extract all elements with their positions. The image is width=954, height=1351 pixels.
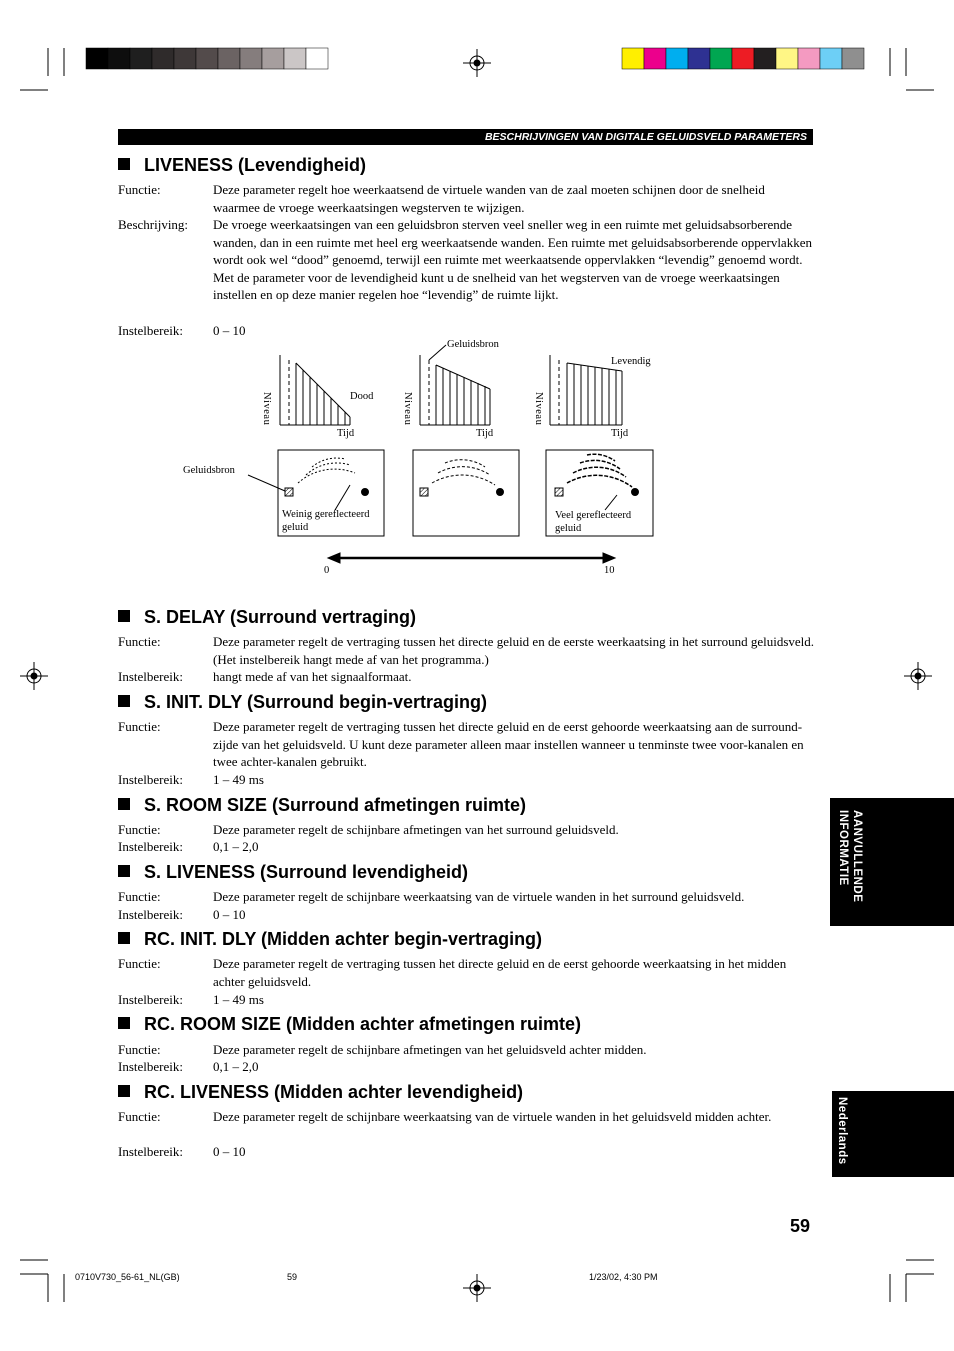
bullet-square-icon (118, 610, 130, 622)
row-label: Instelbereik: (118, 992, 183, 1007)
gray-swatch (152, 48, 174, 69)
row-label: Functie: (118, 182, 161, 197)
row-text: 0,1 – 2,0 (213, 839, 259, 854)
scale-max: 10 (604, 565, 615, 576)
gray-swatch (218, 48, 240, 69)
row-text: 0 – 10 (213, 907, 246, 922)
color-swatch (820, 48, 842, 69)
side-tab-language (832, 1091, 954, 1177)
row-label: Functie: (118, 956, 161, 971)
decay-graph-dead (280, 355, 350, 425)
label-live: Levendig (611, 356, 651, 367)
gray-swatch (130, 48, 152, 69)
label-dead: Dood (350, 391, 374, 402)
color-swatch (688, 48, 710, 69)
row-text: Deze parameter regelt de schijnbare afmetingen van het surround geluidsveld. (213, 822, 619, 837)
registration-mark-bottom (463, 1274, 491, 1302)
row-text: 0 – 10 (213, 323, 246, 338)
row-label: Functie: (118, 1042, 161, 1057)
label-line: Veel gereflecteerd (555, 510, 632, 521)
axis-label-level: Niveau (533, 392, 544, 426)
axis-label-time: Tijd (611, 428, 629, 439)
gray-swatch (196, 48, 218, 69)
row-label: Functie: (118, 634, 161, 649)
section-heading-s-room-size (118, 795, 526, 816)
page-number: 59 (790, 1216, 811, 1236)
row-label: Instelbereik: (118, 669, 183, 684)
registration-mark-left (20, 662, 48, 690)
color-swatch (842, 48, 864, 69)
row-text: hangt mede af van het signaalformaat. (213, 669, 412, 684)
registration-mark-right (904, 662, 932, 690)
row-text: Deze parameter regelt hoe weerkaatsend de virtuele wanden van de zaal moeten schijnen door de snelheid waarmee de vroege weerkaatsingen wegsterven te wijzigen. (213, 182, 765, 215)
color-swatch (798, 48, 820, 69)
decay-graph-medium (420, 345, 490, 425)
axis-label-level: Niveau (402, 392, 413, 426)
row-text: 1 – 49 ms (213, 992, 264, 1007)
row-text: Deze parameter regelt de schijnbare weerkaatsing van de virtuele wanden in het geluidsveld midden achter. (213, 1109, 772, 1124)
heading-text: RC. LIVENESS (Midden achter levendigheid) (144, 1082, 524, 1102)
color-swatch (710, 48, 732, 69)
row-text: 0 – 10 (213, 1144, 246, 1159)
heading-text: S. INIT. DLY (Surround begin-vertraging) (144, 692, 488, 712)
section-heading-s-init-dly (118, 692, 487, 713)
bullet-square-icon (118, 695, 130, 707)
row-text: 0,1 – 2,0 (213, 1059, 259, 1074)
section-band-title: BESCHRIJVINGEN VAN DIGITALE GELUIDSVELD PARAMETERS (118, 129, 813, 145)
row-text: Deze parameter regelt de schijnbare afmetingen van het geluidsveld achter midden. (213, 1042, 647, 1057)
footer-date: 1/23/02, 4:30 PM (589, 1272, 658, 1282)
row-label: Functie: (118, 1109, 161, 1124)
color-swatch (622, 48, 644, 69)
gray-swatch (306, 48, 328, 69)
row-label: Instelbereik: (118, 839, 183, 854)
gray-swatch (108, 48, 130, 69)
heading-text: S. ROOM SIZE (Surround afmetingen ruimte) (144, 795, 527, 815)
label-much-reflected (555, 509, 631, 535)
gray-swatch (174, 48, 196, 69)
label-line: geluid (282, 522, 309, 533)
bullet-square-icon (118, 158, 130, 170)
row-label: Instelbereik: (118, 323, 183, 338)
liveness-diagram (170, 335, 690, 585)
row-text: Deze parameter regelt de schijnbare weerkaatsing van de virtuele wanden in het surround geluidsveld. (213, 889, 745, 904)
footer-file: 0710V730_56-61_NL(GB) (75, 1272, 180, 1282)
row-text: 1 – 49 ms (213, 772, 264, 787)
gray-swatch (262, 48, 284, 69)
label-little-reflected (282, 508, 369, 534)
row-label: Functie: (118, 822, 161, 837)
bullet-square-icon (118, 1017, 130, 1029)
axis-label-time: Tijd (476, 428, 494, 439)
row-text: De vroege weerkaatsingen van een geluidsbron sterven veel sneller weg in een ruimte met geluidsabsorberende wanden, dan in een ruimte met heel erg weerkaatsende wanden. Een ruimte met geluidsabsorberende oppervlakken wordt ook wel “dood” genoemd, terwijl een ruimte met weerkaatsende oppervlakken “levendig” genoemd wordt. Met de parameter voor de levendigheid kunt u de snelheid van het wegsterven van de vroege weerkaatsingen instellen en op deze manier regelen hoe “levendig” de ruimte lijkt. (213, 217, 812, 303)
section-heading-rc-room-size (118, 1014, 581, 1035)
gray-swatch (240, 48, 262, 69)
row-label: Functie: (118, 889, 161, 904)
row-label: Instelbereik: (118, 772, 183, 787)
heading-text: S. LIVENESS (Surround levendigheid) (144, 862, 469, 882)
bullet-square-icon (118, 932, 130, 944)
section-heading-rc-init-dly (118, 929, 542, 950)
color-swatch (644, 48, 666, 69)
row-text: Deze parameter regelt de vertraging tussen het directe geluid en de eerst gehoorde weerkaatsing in het midden achter geluidsveld. (213, 956, 787, 989)
axis-label-time: Tijd (337, 428, 355, 439)
section-heading-rc-liveness (118, 1082, 523, 1103)
row-label: Instelbereik: (118, 907, 183, 922)
heading-text: RC. ROOM SIZE (Midden achter afmetingen ruimte) (144, 1014, 582, 1034)
color-calibration-bars (0, 0, 954, 80)
color-swatch (732, 48, 754, 69)
side-tab-section-label: AANVULLENDE INFORMATIE (837, 810, 863, 903)
row-label: Instelbereik: (118, 1144, 183, 1159)
room-box-medium (413, 450, 519, 536)
side-tab-language-label: Nederlands (836, 1097, 848, 1165)
label-line: geluid (555, 523, 582, 534)
heading-text: S. DELAY (Surround vertraging) (144, 607, 417, 627)
section-heading-s-liveness (118, 862, 468, 883)
scale-arrow (328, 553, 615, 563)
gray-swatch (284, 48, 306, 69)
footer-page: 59 (287, 1272, 298, 1282)
color-swatch (754, 48, 776, 69)
heading-text: LIVENESS (Levendigheid) (144, 155, 367, 175)
bullet-square-icon (118, 798, 130, 810)
heading-text: RC. INIT. DLY (Midden achter begin-vertraging) (144, 929, 543, 949)
scale-min: 0 (324, 565, 330, 576)
section-heading-liveness (118, 155, 366, 176)
label-line: Weinig gereflecteerd (282, 509, 370, 520)
axis-label-level: Niveau (261, 392, 272, 426)
color-swatch (776, 48, 798, 69)
row-label: Instelbereik: (118, 1059, 183, 1074)
bullet-square-icon (118, 1085, 130, 1097)
row-label: Functie: (118, 719, 161, 734)
row-text: Deze parameter regelt de vertraging tussen het directe geluid en de eerste weerkaatsing in het surround geluidsveld. (Het instelbereik hangt mede af van het programma.) (213, 634, 815, 667)
side-tab-section (830, 798, 954, 926)
bullet-square-icon (118, 865, 130, 877)
gray-swatch (86, 48, 108, 69)
row-label: Beschrijving: (118, 217, 189, 232)
color-swatch (666, 48, 688, 69)
label-sound-source-left: Geluidsbron (183, 465, 235, 476)
label-sound-source-top: Geluidsbron (447, 339, 499, 350)
row-text: Deze parameter regelt de vertraging tussen het directe geluid en de eerst gehoorde weerkaatsing aan de surround-zijde van het geluidsveld. U kunt deze parameter alleen maar instellen wanneer u tenminste twee voor-kanalen en twee achter-kanalen gebruikt. (213, 719, 804, 770)
section-heading-s-delay (118, 607, 416, 628)
